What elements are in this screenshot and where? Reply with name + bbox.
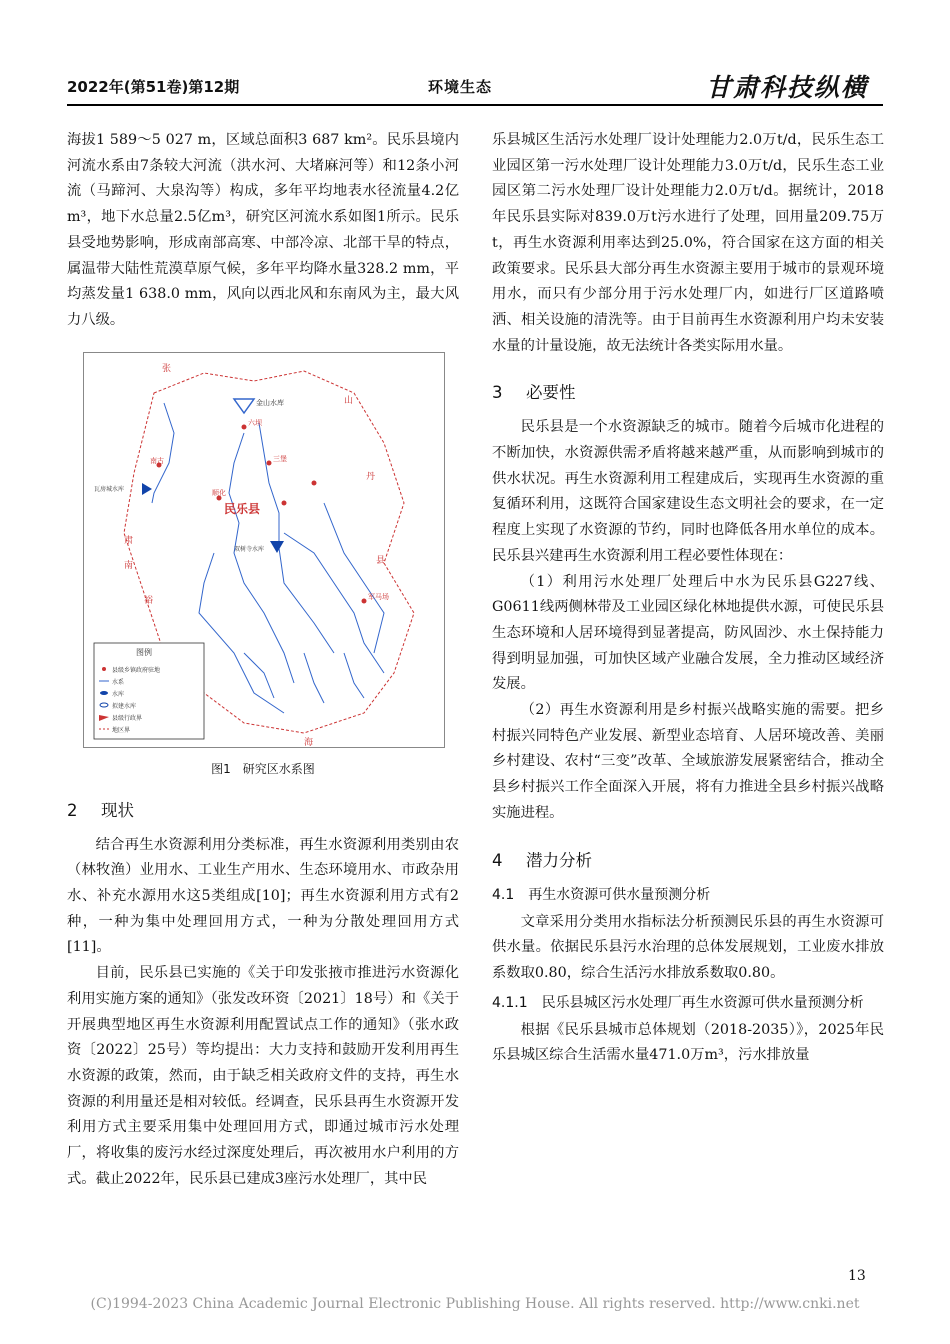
figure-river-map (83, 352, 445, 748)
river (152, 403, 174, 503)
legend-item: 县级乡镇政府驻地 (112, 666, 161, 674)
reservoir-jinshan-icon (234, 399, 254, 413)
map-label: 南古 (150, 456, 164, 465)
map-label: 张 (162, 363, 172, 374)
paragraph: 目前，民乐县已实施的《关于印发张掖市推进污水资源化利用实施方案的通知》（张发改环资〔2021〕18号）和《关于开展典型地区再生水资源利用配置试点工作的通知》（张水政资〔2022〕25号）等均提出：大力支持和鼓励开发利用再生水资源的政策，然而，由于缺乏相关政府文件的支持，再生水资源的利用量还是相对较低。经调查，民乐县再生水资源开发利用方式主要采用集中处理回用方式，即通过城市污水处理厂，将收集的废污水经过深度处理后，再次被用水户利用的方式。截止2022年，民乐县已建成3座污水处理厂，其中民 (67, 965, 459, 1187)
map-label: 山 (344, 395, 354, 406)
legend-box (94, 643, 204, 739)
journal-issue: 2022年(第51卷)第12期 (67, 78, 240, 96)
page-number: 13 (848, 1268, 866, 1284)
river (244, 653, 364, 703)
reservoir-shuangshusi-icon (270, 541, 284, 553)
map-label: 三堡 (273, 454, 287, 463)
left-column (67, 128, 459, 1192)
map-label: 南 (124, 560, 134, 571)
legend-item: 地区界 (112, 726, 131, 734)
map-label: 民乐县 (224, 501, 261, 516)
town-dot (362, 598, 367, 603)
legend-item: 拟建水库 (112, 702, 137, 710)
paragraph: 民乐县是一个水资源缺乏的城市。随着今后城市化进程的不断加快，水资源供需矛盾将越来越严重，从而影响到城市的供水状况。再生水资源利用工程建成后，实现再生水资源的重复循环利用，这既符合国家建设生态文明社会的要求，在一定程度上实现了水资源的节约，同时也降低各用水单位的成本。民乐县兴建再生水资源利用工程必要性体现在： (492, 419, 884, 564)
section-heading-4: 4 潜力分析 (492, 850, 592, 870)
copyright-footer: (C)1994-2023 China Academic Journal Electronic Publishing House. All rights reserved. http://www.cnki.net (90, 1296, 860, 1312)
map-label: 肃 (124, 535, 134, 546)
town-dot (312, 480, 317, 485)
reservoir-wafangcheng-icon (142, 483, 152, 495)
town-dot (267, 460, 272, 465)
paragraph: （1）利用污水处理厂处理后中水为民乐县G227线、G0611线两侧林带及工业园区绿化林地提供水源，可使民乐县生态环境和人居环境得到显著提高，防风固沙、水土保持能力得到明显加强，可加快区域产业融合发展，全力推动区域经济发展。 (492, 573, 884, 693)
section-heading-2: 2 现状 (67, 800, 134, 820)
paragraph: （2）再生水资源利用是乡村振兴战略实施的需要。把乡村振兴同特色产业发展、新型业态培育、人居环境改善、美丽乡村建设、农村“三变”改革、全域旅游发展紧密结合，推动全县乡村振兴工作全面深入开展，将有力推进全县乡村振兴战略实施进程。 (492, 702, 884, 821)
map-label: 金山水库 (256, 398, 284, 407)
map-label: 顺化 (212, 488, 226, 497)
paragraph: 海拔1 589～5 027 m，区域总面积3 687 km²。民乐县境内河流水系由7条较大河流（洪水河、大堵麻河等）和12条小河流（马蹄河、大泉沟等）构成，多年平均地表水径流量4.2亿m³，地下水总量2.5亿m³，研究区河流水系如图1所示。民乐县受地势影响，形成南部高寒、中部冷凉、北部干旱的特点，属温带大陆性荒漠草原气候，多年平均降水量328.2 mm，平均蒸发量1 638.0 mm，风向以西北风和东南风为主，最大风力八级。 (67, 132, 459, 328)
paragraph: 乐县城区生活污水处理厂设计处理能力2.0万t/d，民乐生态工业园区第一污水处理厂设计处理能力3.0万t/d，民乐生态工业园区第二污水处理厂设计处理能力2.0万t/d。据统计，2018年民乐县实际对839.0万t污水进行了处理，回用量209.75万t，再生水资源利用率达到25.0%，符合国家在这方面的相关政策要求。民乐县大部分再生水资源主要用于城市的景观环境用水，而只有少部分用于污水处理厂内，如进行厂区道路喷洒、相关设施的清洗等。由于目前再生水资源利用户均未安装水量的计量设施，故无法统计各类实际用水量。 (492, 132, 884, 354)
header-rule (67, 104, 883, 106)
figure-caption: 图1 研究区水系图 (211, 761, 315, 776)
map-label: 六坝 (248, 418, 262, 427)
legend-item: 水库 (112, 690, 125, 698)
legend-title: 图例 (136, 647, 152, 657)
map-label: 丹 (366, 471, 376, 482)
paragraph: 结合再生水资源利用分类标准，再生水资源利用类别由农（林牧渔）业用水、工业生产用水、生态环境用水、市政杂用水、补充水源用水这5类组成[10]；再生水资源利用方式有2种，一种为集中处理回用方式，一种为分散处理回用方式[11]。 (67, 836, 459, 956)
map-label: 双树寺水库 (234, 545, 265, 553)
river (324, 503, 384, 653)
legend-item: 水系 (112, 678, 125, 686)
river-map-svg (84, 353, 444, 747)
river (259, 423, 334, 653)
town-dot (242, 424, 247, 429)
map-label: 海 (304, 737, 314, 747)
paragraph: 文章采用分类用水指标法分析预测民乐县的再生水资源可供水量。依据民乐县污水治理的总体发展规划，工业废水排放系数取0.80，综合生活污水排放系数取0.80。 (492, 913, 884, 981)
legend-item: 县级行政界 (112, 714, 143, 722)
river (229, 433, 294, 683)
town-dot (282, 500, 287, 505)
map-label: 军马场 (368, 592, 389, 601)
section-heading-3: 3 必要性 (492, 383, 576, 403)
section-title: 环境生态 (428, 78, 493, 96)
map-label: 县 (376, 555, 386, 566)
map-label: 裕 (144, 595, 154, 606)
subsection-heading-4-1: 4.1 再生水资源可供水量预测分析 (492, 886, 711, 903)
journal-logo: 甘肃科技纵横 (706, 73, 869, 102)
subsection-heading-4-1-1: 4.1.1 民乐县城区污水处理厂再生水资源可供水量预测分析 (492, 994, 864, 1011)
map-label: 瓦房城水库 (94, 485, 125, 493)
right-column (492, 128, 884, 1069)
paragraph: 根据《民乐县城市总体规划（2018-2035）》，2025年民乐县城区综合生活需水量471.0万m³，污水排放量 (492, 1021, 884, 1064)
